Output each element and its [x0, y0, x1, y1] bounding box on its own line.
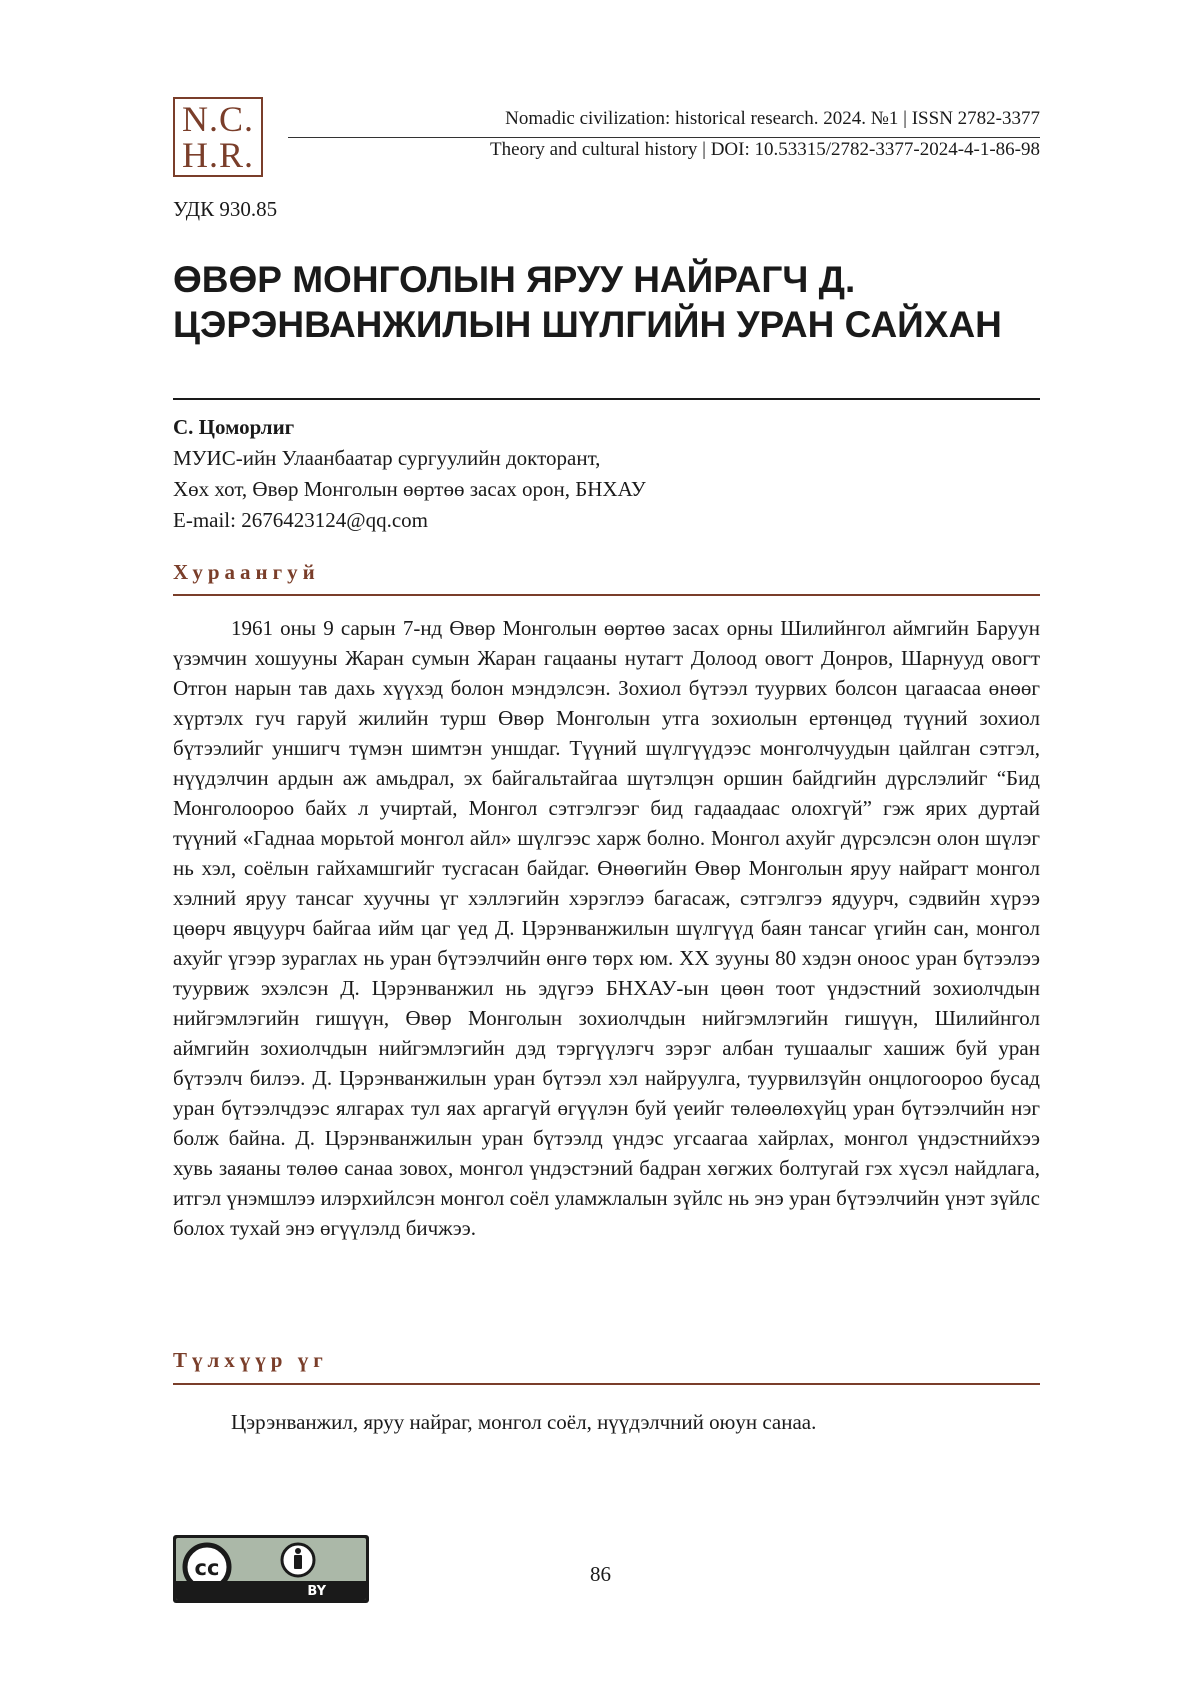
keywords-heading: Түлхүүр үг	[173, 1348, 328, 1372]
keywords-text: Цэрэнванжил, яруу найраг, монгол соёл, нүүдэлчний оюун санаа.	[231, 1410, 817, 1434]
abstract-divider	[173, 594, 1040, 596]
author-block	[173, 412, 646, 536]
author-affiliation: МУИС-ийн Улаанбаатар сургуулийн докторант,	[173, 446, 601, 470]
header-divider	[288, 137, 1040, 138]
author-name: С. Цоморлиг	[173, 415, 295, 439]
author-email[interactable]: E-mail: 2676423124@qq.com	[173, 508, 428, 532]
journal-logo	[173, 97, 263, 177]
udk-code: УДК 930.85	[173, 197, 278, 221]
svg-text:cc: cc	[194, 1556, 220, 1580]
cc-by-label: BY	[307, 1584, 326, 1599]
page-number: 86	[590, 1562, 611, 1586]
journal-header-line-1: Nomadic civilization: historical research. 2024. №1 | ISSN 2782-3377	[505, 108, 1040, 129]
logo-line-2: H.R.	[181, 135, 254, 175]
abstract-heading: Хураангуй	[173, 560, 320, 584]
author-location: Хөх хот, Өвөр Монголын өөртөө засах орон, БНХАУ	[173, 477, 646, 501]
article-title: ӨВӨР МОНГОЛЫН ЯРУУ НАЙРАГЧ Д. ЦЭРЭНВАНЖИЛЫН ШҮЛГИЙН УРАН САЙХАН	[173, 259, 1002, 345]
title-divider	[173, 398, 1040, 400]
journal-header-line-2: Theory and cultural history | DOI: 10.53315/2782-3377-2024-4-1-86-98	[490, 139, 1040, 160]
keywords-divider	[173, 1383, 1040, 1385]
cc-by-license-badge[interactable]	[173, 1535, 369, 1603]
abstract-text: 1961 оны 9 сарын 7-нд Өвөр Монголын өөртөө засах орны Шилийнгол аймгийн Баруун үзэмчин хошууны Жаран сумын Жаран гацааны нутагт Долоод овогт Донров, Шарнууд овогт Отгон нарын тав дахь хүүхэд болон мэндэлсэн. Зохиол бүтээл туурвих болсон цагаасаа өнөөг хүртэлх гуч гаруй жилийн турш Өвөр Монголын утга зохиолын ертөнцөд түүний зохиол бүтээлийг уншигч түмэн шимтэн уншдаг. Түүний шүлгүүдээс монголчуудын цайлган сэтгэл, нүүдэлчин ардын аж амьдрал, эх байгальтайгаа шүтэлцэн оршин байдгийн дүрслэлийг “Бид Монголоороо байх л учиртай, Монгол сэтгэлгээг бид гадаадаас олохгүй” гэж ярих дуртай түүний «Гаднаа морьтой монгол айл» шүлгээс харж болно. Монгол ахуйг дүрсэлсэн олон шүлэг нь хэл, соёлын гайхамшгийг тусгасан байдаг. Өнөөгийн Өвөр Монголын яруу найрагт монгол хэлний яруу тансаг хуучны үг хэллэгийн хэрэглээ багасаж, сэтгэлгээ ядуурч, сэдвийн хүрээ цөөрч явцуурч байгаа ийм цаг үед Д. Цэрэнванжилын шүлгүүд баян тансаг үгийн сан, монгол ахуйг үгээр зураглах нь уран бүтээлчийн өнгө төрх юм. XX зууны 80 хэдэн оноос уран бүтээлээ туурвиж эхэлсэн Д. Цэрэнванжил нь эдүгээ БНХАУ-ын цөөн тоот үндэстний зохиолчдын нийгэмлэгийн гишүүн, Өвөр Монголын зохиолчдын нийгэмлэгийн гишүүн, Шилийнгол аймгийн зохиолчдын нийгэмлэгийн дэд тэргүүлэгч зэрэг албан тушаалыг хашиж буй уран бүтээлч билээ. Д. Цэрэнванжилын уран бүтээл хэл найруулга, туурвилзүйн онцлогоороо бусад уран бүтээлчдээс ялгарах тул яах аргагүй өгүүлэн буй үеийг төлөөлөхүйц уран бүтээлчийн нэг болж байна. Д. Цэрэнванжилын уран бүтээлд үндэс угсаагаа хайрлах, монгол үндэстнийхээ хувь заяаны төлөө санаа зовох, монгол үндэстэний бадран хөгжих болтугай гэх хүсэл найдлага, итгэл үнэмшлээ илэрхийлсэн монгол соёл уламжлалын зүйлс нь энэ уран бүтээлчийн үнэт зүйлс болох тухай энэ өгүүлэлд бичжээ.	[173, 616, 1040, 1240]
logo-line-1: N.C.	[181, 99, 254, 139]
cc-label-strip	[176, 1581, 366, 1600]
